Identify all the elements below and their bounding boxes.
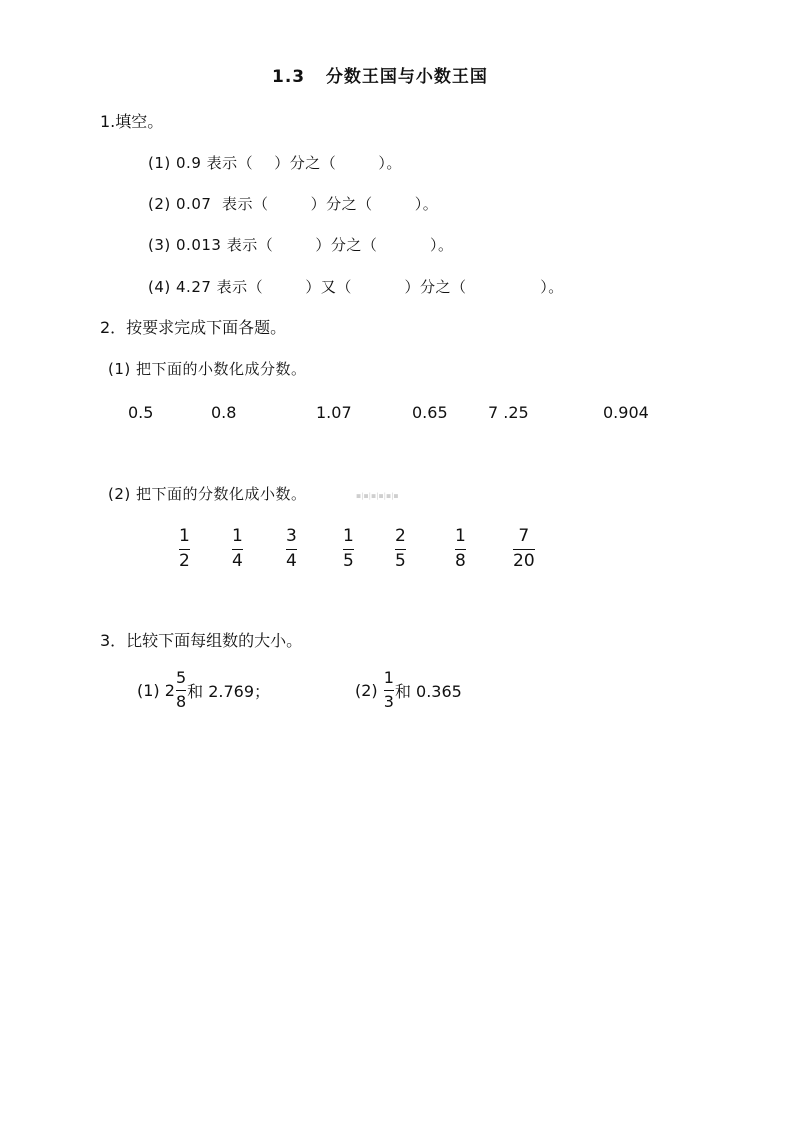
decimal-item: 0.65 bbox=[412, 403, 448, 422]
fraction-denominator: 5 bbox=[395, 551, 406, 571]
fraction-denominator: 8 bbox=[455, 551, 466, 571]
fraction-bar bbox=[179, 549, 190, 550]
mixed-whole: 2 bbox=[164, 680, 175, 700]
fraction-denominator: 2 bbox=[179, 551, 190, 571]
fraction bbox=[395, 528, 406, 570]
fraction-numerator: 1 bbox=[383, 668, 394, 687]
watermark: ◾|◾|◾|◾|◾|◾ bbox=[356, 492, 399, 500]
fraction-bar bbox=[176, 690, 186, 691]
fraction bbox=[343, 528, 354, 570]
compare-item-2 bbox=[355, 670, 462, 710]
fraction-bar bbox=[455, 549, 466, 550]
fill-item-3: (3) 0.013 表示（ ）分之（ ）。 bbox=[148, 236, 454, 254]
fraction-numerator: 2 bbox=[395, 526, 406, 546]
fill-item-4: (4) 4.27 表示（ ）又（ ）分之（ ）。 bbox=[148, 278, 564, 296]
fraction-denominator: 5 bbox=[343, 551, 354, 571]
section3-heading: 3．比较下面每组数的大小。 bbox=[100, 631, 303, 650]
fraction-denominator: 4 bbox=[232, 551, 243, 571]
fraction-denominator: 20 bbox=[513, 551, 535, 571]
compare-label: (2) bbox=[355, 680, 383, 700]
fraction-denominator: 3 bbox=[383, 692, 394, 711]
fraction-denominator: 8 bbox=[175, 692, 187, 711]
fraction bbox=[286, 528, 297, 570]
fraction-bar bbox=[513, 549, 535, 550]
fraction bbox=[179, 528, 190, 570]
fraction-bar bbox=[286, 549, 297, 550]
fraction-bar bbox=[384, 690, 394, 691]
fraction-numerator: 1 bbox=[179, 526, 190, 546]
fraction bbox=[384, 670, 394, 710]
fraction bbox=[176, 670, 186, 710]
fill-item-1: (1) 0.9 表示（ ）分之（ ）。 bbox=[148, 154, 402, 172]
fraction-bar bbox=[343, 549, 354, 550]
fraction-numerator: 1 bbox=[343, 526, 354, 546]
decimal-item: 0.8 bbox=[211, 403, 237, 422]
fraction-numerator: 5 bbox=[175, 668, 187, 687]
compare-item-1 bbox=[137, 670, 270, 710]
fill-item-2: (2) 0.07 表示（ ）分之（ ）。 bbox=[148, 195, 439, 213]
fraction-numerator: 7 bbox=[518, 526, 530, 546]
section2-part1-label: (1) 把下面的小数化成分数。 bbox=[108, 360, 307, 378]
decimal-item: 0.5 bbox=[128, 403, 154, 422]
compare-label: (1) bbox=[137, 680, 165, 700]
page-title: 1.3 分数王国与小数王国 bbox=[272, 67, 488, 87]
fraction bbox=[455, 528, 466, 570]
fraction bbox=[232, 528, 243, 570]
decimal-item: 0.904 bbox=[603, 403, 649, 422]
section2-heading: 2．按要求完成下面各题。 bbox=[100, 318, 287, 337]
compare-rest: 和 0.365 bbox=[394, 681, 462, 701]
fraction-numerator: 1 bbox=[232, 526, 243, 546]
section1-heading: 1.填空。 bbox=[100, 112, 164, 131]
fraction-numerator: 3 bbox=[286, 526, 297, 546]
fraction-denominator: 4 bbox=[286, 551, 297, 571]
fraction-bar bbox=[232, 549, 243, 550]
fraction bbox=[513, 528, 535, 570]
decimal-item: 7 .25 bbox=[488, 403, 529, 422]
decimal-item: 1.07 bbox=[316, 403, 352, 422]
compare-rest: 和 2.769； bbox=[187, 681, 271, 701]
section2-part2-label: (2) 把下面的分数化成小数。 bbox=[108, 485, 307, 503]
fraction-numerator: 1 bbox=[455, 526, 466, 546]
fraction-bar bbox=[395, 549, 406, 550]
